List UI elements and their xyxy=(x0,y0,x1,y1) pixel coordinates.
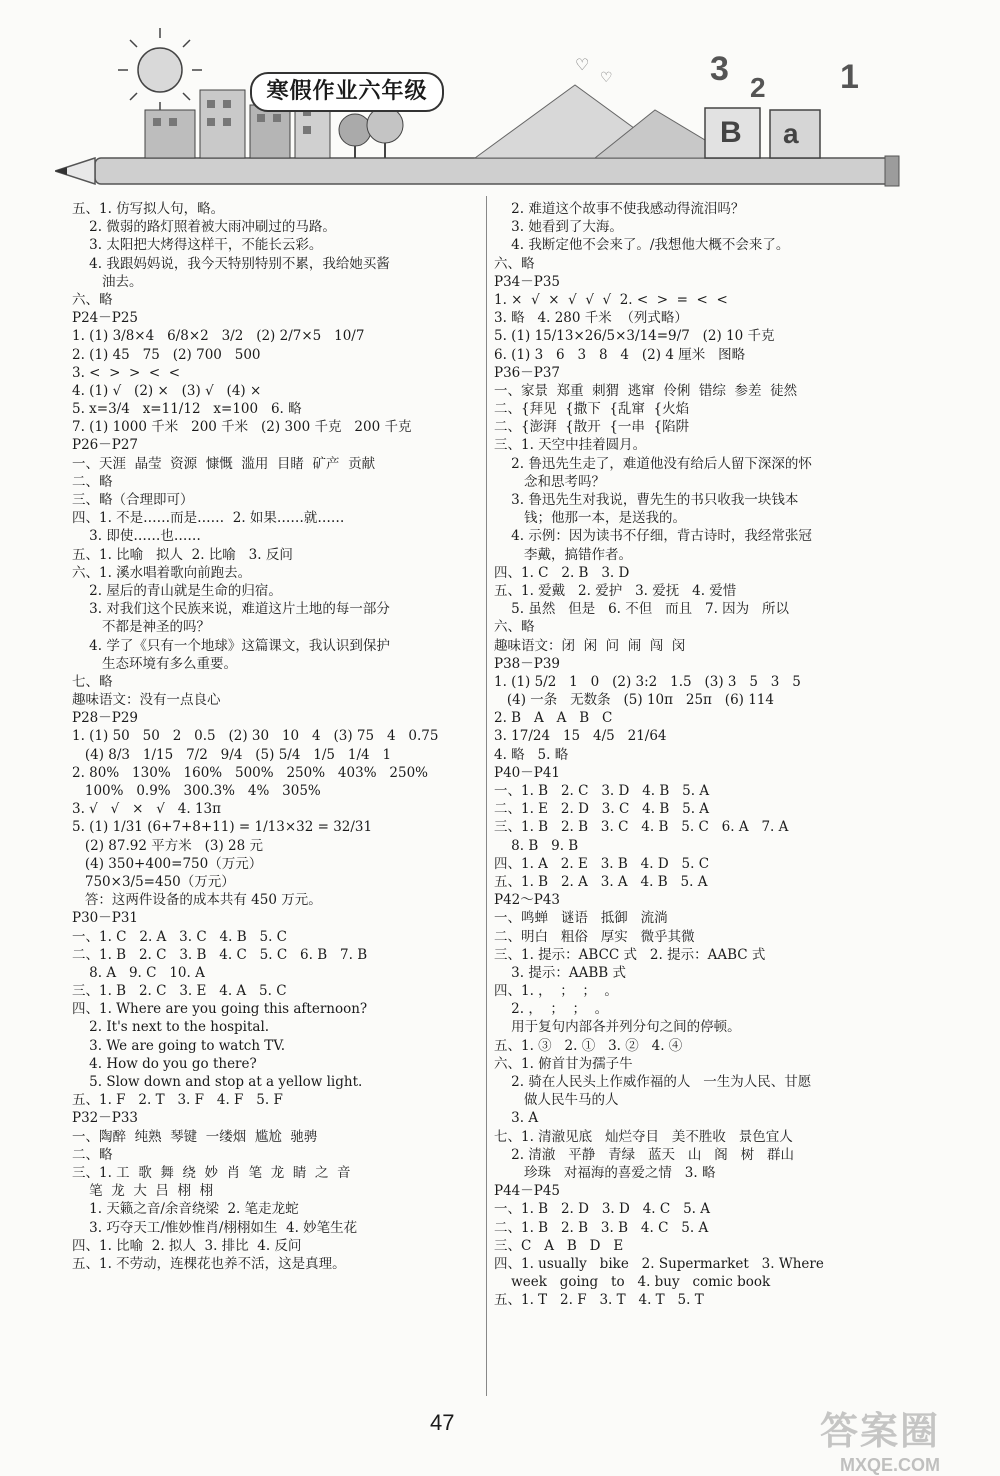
answer-line: 趣味语文：闭 闲 问 闹 闯 闵 xyxy=(494,637,686,654)
answer-line: 3. A xyxy=(494,1110,539,1127)
answer-line: (4) 350+400=750（万元） xyxy=(72,855,263,872)
answer-line: 三、略（合理即可） xyxy=(72,492,194,508)
answer-line: 一、1. B 2. D 3. D 4. C 5. A xyxy=(494,1201,710,1218)
answer-line: 3. 提示：AABB 式 xyxy=(494,964,626,981)
answer-line: 四、1. A 2. E 3. B 4. D 5. C xyxy=(494,855,710,872)
answer-line: 四、1. 比喻 2. 拟人 3. 排比 4. 反问 xyxy=(72,1237,302,1254)
answer-line: 四、1. ， ； ； 。 xyxy=(494,983,618,1000)
answer-line: 五、1. 仿写拟人句，略。 xyxy=(72,201,225,217)
header-illustration xyxy=(55,10,905,190)
answer-line: P24－P25 xyxy=(72,310,139,327)
answer-line: 三、1. 提示：ABCC 式 2. 提示：AABC 式 xyxy=(494,946,766,963)
answer-line: 三、1. 天空中挂着圆月。 xyxy=(494,437,647,454)
watermark-logo-text: 答案圈 xyxy=(820,1411,941,1453)
answer-line: 1. × √ × √ √ √ 2. < > = < < xyxy=(494,291,728,308)
answer-line: 6. (1) 3 6 3 8 4 (2) 4 厘米 图略 xyxy=(494,346,746,363)
answer-line: 二、明白 粗俗 厚实 微乎其微 xyxy=(494,928,695,945)
answer-line: 4. 示例：因为读书不仔细，背古诗时，我经常张冠 xyxy=(494,528,812,545)
answer-line: P32－P33 xyxy=(72,1110,139,1127)
answer-line: 四、1. 不是……而是…… 2. 如果……就…… xyxy=(72,510,345,527)
watermark-url: MXQE.COM xyxy=(840,1455,941,1475)
answer-line: 五、1. T 2. F 3. T 4. T 5. T xyxy=(494,1292,704,1309)
answer-line: 六、略 xyxy=(494,619,535,636)
answer-line: P36－P37 xyxy=(494,364,561,381)
answer-line: 四、1. Where are you going this afternoon? xyxy=(72,1001,368,1018)
answer-line: P28－P29 xyxy=(72,710,139,727)
answer-line: P26－P27 xyxy=(72,437,139,454)
watermark xyxy=(820,1400,940,1476)
answer-line: (4) 8/3 1/15 7/2 9/4 (5) 5/4 1/5 1/4 1 xyxy=(72,746,392,763)
answer-line: 李戴，搞错作者。 xyxy=(494,546,633,563)
answer-line: P38－P39 xyxy=(494,655,561,672)
answer-line: 油去。 xyxy=(72,273,143,290)
answer-line: P30－P31 xyxy=(72,910,139,927)
column-divider xyxy=(486,196,487,1396)
answer-line: 不都是神圣的吗？ xyxy=(72,619,211,636)
page-number: 47 xyxy=(430,1410,455,1435)
answer-line: 5. (1) 1/31 (6+7+8+11) = 1/13×32 = 32/31 xyxy=(72,819,373,836)
answer-line: 3. 太阳把大烤得这样干，不能长云彩。 xyxy=(72,237,323,254)
block-letter-b: B xyxy=(720,116,742,149)
header-banner xyxy=(55,10,905,190)
answer-line: 8. B 9. B xyxy=(494,837,579,854)
answer-line: 3. 即使……也…… xyxy=(72,528,201,545)
svg-text:♡: ♡ xyxy=(575,55,590,74)
answer-line: 四、1. C 2. B 3. D xyxy=(494,564,630,581)
answer-column-right xyxy=(494,200,914,1309)
answer-line: 六、1. 溪水唱着歌向前跑去。 xyxy=(72,564,252,581)
answer-line: 一、鸣蝉 谜语 抵御 流淌 xyxy=(494,910,668,927)
answer-line: 三、1. 工 歌 舞 绕 妙 肖 笔 龙 睛 之 音 xyxy=(72,1164,351,1181)
answer-line: 珍珠 对福海的喜爱之情 3. 略 xyxy=(494,1164,716,1181)
answer-line: 4. 我断定他不会来了。/我想他大概不会来了。 xyxy=(494,237,790,254)
answer-line: 三、1. B 2. B 3. C 4. B 5. C 6. A 7. A xyxy=(494,819,789,836)
answer-line: 二、略 xyxy=(72,1146,113,1163)
answer-line: 4. 我跟妈妈说，我今天特别特别不累，我给她买酱 xyxy=(72,255,390,272)
answer-line: 二、{澎湃 {散开 {一串 {陷阱 xyxy=(494,419,690,436)
answer-line: 1. (1) 3/8×4 6/8×2 3/2 (2) 2/7×5 10/7 xyxy=(72,328,365,345)
answer-line: 1. 天籁之音/余音绕梁 2. 笔走龙蛇 xyxy=(72,1201,299,1218)
answer-line: 五、1. 比喻 拟人 2. 比喻 3. 反问 xyxy=(72,546,293,563)
answer-line: 一、天涯 晶莹 资源 慷慨 滥用 目睹 矿产 贡献 xyxy=(72,455,376,472)
answer-line: 2. ， ； ； 。 xyxy=(494,1001,609,1018)
answer-line: 三、C A B D E xyxy=(494,1237,624,1254)
answer-line: 趣味语文：没有一点良心 xyxy=(72,692,221,709)
answer-line: P44－P45 xyxy=(494,1183,561,1200)
answer-line: (2) 87.92 平方米 (3) 28 元 xyxy=(72,837,263,854)
answer-line: 二、{拜见 {撒下 {乱窜 {火焰 xyxy=(494,401,690,418)
answer-line: 2. 难道这个故事不使我感动得流泪吗？ xyxy=(494,201,745,217)
answer-line: 8. A 9. C 10. A xyxy=(72,964,205,981)
answer-line: 100% 0.9% 300.3% 4% 305% xyxy=(72,783,321,799)
answer-line: 2. 屋后的青山就是生命的归宿。 xyxy=(72,582,282,599)
answer-line: 4. How do you go there? xyxy=(72,1055,257,1072)
answer-line: 做人民牛马的人 xyxy=(494,1092,619,1109)
answer-line: 五、1. F 2. T 3. F 4. F 5. F xyxy=(72,1092,283,1109)
answer-line: 4. (1) √ (2) × (3) √ (4) × xyxy=(72,382,262,399)
answer-line: 七、1. 清澈见底 灿烂夺目 美不胜收 景色宜人 xyxy=(494,1128,793,1145)
answer-line: 5. x=3/4 x=11/12 x=100 6. 略 xyxy=(72,401,302,418)
answer-line: week going to 4. buy comic book xyxy=(494,1274,771,1291)
block-number-3: 3 xyxy=(710,50,729,88)
answer-line: 笔 龙 大 吕 栩 栩 xyxy=(72,1183,214,1200)
answer-line: 2. (1) 45 75 (2) 700 500 xyxy=(72,346,261,363)
answer-line: (4) 一条 无数条 (5) 10π 25π (6) 114 xyxy=(494,692,774,709)
answer-line: 2. B A A B C xyxy=(494,710,613,727)
answer-line: 二、1. B 2. B 3. B 4. C 5. A xyxy=(494,1219,709,1236)
answer-line: 1. (1) 5/2 1 0 (2) 3:2 1.5 (3) 3 5 3 5 xyxy=(494,673,801,690)
answer-line: 2. 清澈 平静 青绿 蓝天 山 阁 树 群山 xyxy=(494,1146,794,1163)
answer-line: 3. We are going to watch TV. xyxy=(72,1037,285,1054)
block-number-2: 2 xyxy=(750,72,766,103)
answer-line: 用于复句内部各并列分句之间的停顿。 xyxy=(494,1019,741,1036)
block-letter-a: a xyxy=(783,118,799,149)
answer-line: 3. 17/24 15 4/5 21/64 xyxy=(494,728,667,745)
answer-line: 五、1. 爱戴 2. 爱护 3. 爱抚 4. 爱惜 xyxy=(494,582,737,599)
answer-column-left xyxy=(72,200,480,1273)
answer-line: 5. 虽然 但是 6. 不但 而且 7. 因为 所以 xyxy=(494,601,790,618)
answer-line: 2. 鲁迅先生走了，难道他没有给后人留下深深的怀 xyxy=(494,455,812,472)
answer-line: 二、1. B 2. C 3. B 4. C 5. C 6. B 7. B xyxy=(72,946,368,963)
block-number-1: 1 xyxy=(840,58,859,96)
answer-line: 3. 略 4. 280 千米 （列式略） xyxy=(494,310,688,327)
answer-line: 4. 学了《只有一个地球》这篇课文，我认识到保护 xyxy=(72,637,390,654)
answer-line: 钱；他那一本，是送我的。 xyxy=(494,510,687,527)
answer-line: 4. 略 5. 略 xyxy=(494,746,569,763)
answer-line: 5. Slow down and stop at a yellow light. xyxy=(72,1074,363,1090)
answer-line: P42～P43 xyxy=(494,892,561,909)
answer-line: 念和思考吗？ xyxy=(494,473,606,490)
svg-text:♡: ♡ xyxy=(600,70,613,86)
answer-line: P40－P41 xyxy=(494,764,561,781)
answer-line: 三、1. B 2. C 3. E 4. A 5. C xyxy=(72,983,287,1000)
answer-line: 七、略 xyxy=(72,673,113,690)
answer-line: 一、1. C 2. A 3. C 4. B 5. C xyxy=(72,928,288,945)
answer-line: 3. 巧夺天工/惟妙惟肖/栩栩如生 4. 妙笔生花 xyxy=(72,1219,358,1236)
answer-line: 一、陶醉 纯熟 琴键 一缕烟 尴尬 驰骋 xyxy=(72,1128,318,1145)
answer-line: 二、1. E 2. D 3. C 4. B 5. A xyxy=(494,801,710,818)
answer-line: 3. 对我们这个民族来说，难道这片土地的每一部分 xyxy=(72,601,390,618)
answer-line: 3. 鲁迅先生对我说，曹先生的书只收我一块钱本 xyxy=(494,492,799,508)
answer-line: 生态环境有多么重要。 xyxy=(72,655,238,672)
answer-line: 2. 骑在人民头上作威作福的人 一生为人民、甘愿 xyxy=(494,1074,812,1090)
answer-line: 六、略 xyxy=(72,291,113,308)
answer-line: 7. (1) 1000 千米 200 千米 (2) 300 千克 200 千克 xyxy=(72,419,412,436)
answer-line: 六、1. 俯首甘为孺子牛 xyxy=(494,1055,633,1072)
answer-line: P34－P35 xyxy=(494,273,561,290)
answer-line: 六、略 xyxy=(494,255,535,272)
answer-line: 3. < > > < < xyxy=(72,364,181,381)
header-title: 寒假作业六年级 xyxy=(250,72,444,112)
answer-line: 3. 她看到了大海。 xyxy=(494,219,623,236)
answer-line: 2. It's next to the hospital. xyxy=(72,1019,270,1036)
answer-line: 二、略 xyxy=(72,473,113,490)
answer-line: 五、1. 不劳动，连棵花也养不活，这是真理。 xyxy=(72,1255,346,1272)
answer-line: 答：这两件设备的成本共有 450 万元。 xyxy=(72,892,322,909)
answer-line: 五、1. B 2. A 3. A 4. B 5. A xyxy=(494,873,708,890)
answer-line: 一、1. B 2. C 3. D 4. B 5. A xyxy=(494,783,710,799)
answer-line: 四、1. usually bike 2. Supermarket 3. Where xyxy=(494,1255,824,1272)
answer-line: 1. (1) 50 50 2 0.5 (2) 30 10 4 (3) 75 4 0.75 xyxy=(72,728,439,745)
answer-line: 5. (1) 15/13×26/5×3/14=9/7 (2) 10 千克 xyxy=(494,328,775,345)
answer-line: 五、1. ③ 2. ① 3. ② 4. ④ xyxy=(494,1037,683,1054)
answer-line: 一、家景 郑重 刺猬 逃窜 伶俐 错综 参差 徒然 xyxy=(494,382,798,399)
answer-line: 750×3/5=450（万元） xyxy=(72,873,235,890)
answer-line: 2. 80% 130% 160% 500% 250% 403% 250% xyxy=(72,764,428,781)
answer-line: 3. √ √ × √ 4. 13π xyxy=(72,801,222,818)
answer-line: 2. 微弱的路灯照着被大雨冲刷过的马路。 xyxy=(72,219,336,236)
